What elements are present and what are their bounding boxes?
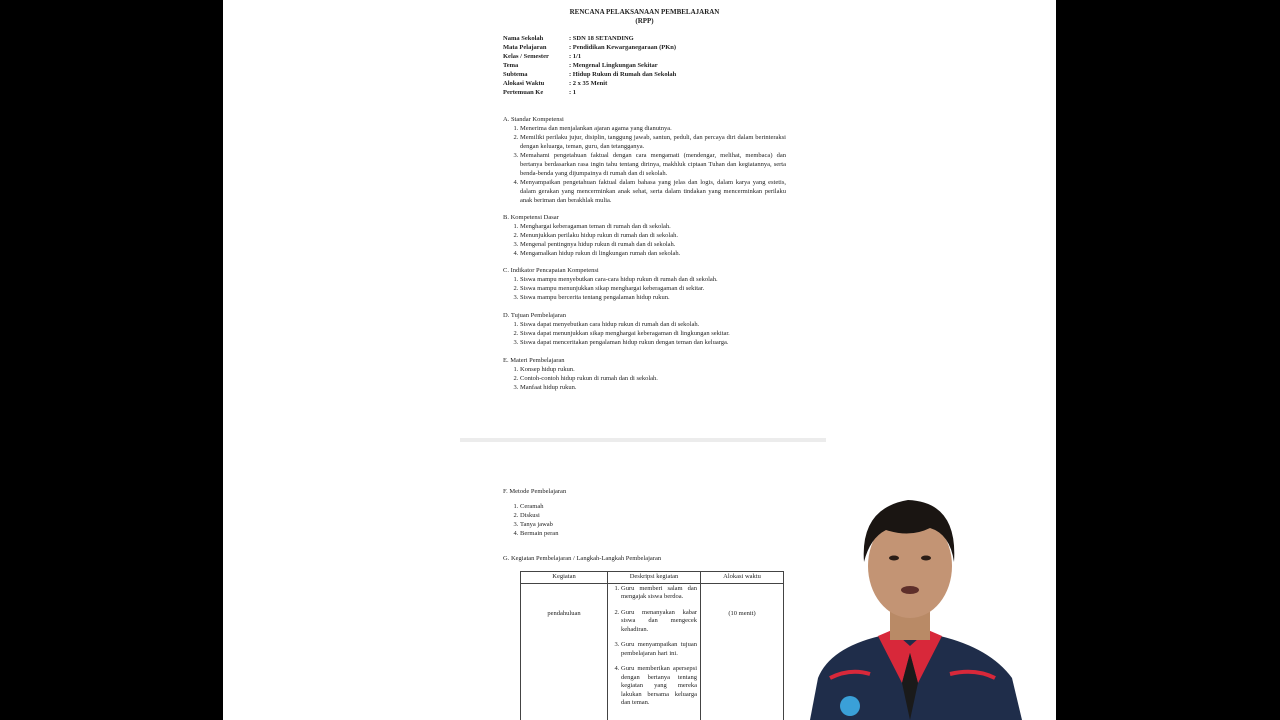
identity-key: Subtema <box>503 71 528 78</box>
identity-value: : Hidup Rukun di Rumah dan Sekolah <box>569 71 677 78</box>
section-list <box>503 320 786 347</box>
identity-value: : Pendidikan Kewarganegaraan (PKn) <box>569 44 677 51</box>
list-item: 2. Memiliki perilaku jujur, disiplin, tanggung jawab, santun, peduli, dan percaya diri dalam berinteraksi dengan keluarga, teman, guru, dan tetangganya. <box>520 133 786 151</box>
identity-value: : 1/1 <box>569 53 582 60</box>
page-break <box>460 438 826 442</box>
identity-table <box>503 34 676 97</box>
identity-key: Tema <box>503 62 519 69</box>
section-heading: C. Indikator Pencapaian Kompetensi <box>503 267 599 274</box>
identity-row <box>503 43 676 52</box>
list-item: 1. Konsep hidup rukun. <box>520 365 786 374</box>
list-item: 2. Menunjukkan perilaku hidup rukun di rumah dan di sekolah. <box>520 231 786 240</box>
table-header: Kegiatan <box>521 572 608 584</box>
section-heading: D. Tujuan Pembelajaran <box>503 312 567 319</box>
identity-key: Pertemuan Ke <box>503 89 544 96</box>
list-item: 2. Contoh-contoh hidup rukun di rumah dan di sekolah. <box>520 374 786 383</box>
table-header: Alokasi waktu <box>701 572 784 584</box>
activity-table <box>520 571 784 720</box>
list-item: 1. Siswa mampu menyebutkan cara-cara hidup rukun di rumah dan di sekolah. <box>520 275 786 284</box>
list-item: 3. Siswa mampu bercerita tentang pengalaman hidup rukun. <box>520 293 786 302</box>
identity-key: Nama Sekolah <box>503 35 544 42</box>
section-heading: G. Kegiatan Pembelajaran / Langkah-Langkah Pembelajaran <box>503 555 662 562</box>
identity-value: : 2 x 35 Menit <box>569 80 608 87</box>
section-list <box>503 124 786 205</box>
list-item: 2. Siswa dapat menunjukkan sikap menghargai keberagaman di lingkungan sekitar. <box>520 329 786 338</box>
list-item: 1. Menerima dan menjalankan ajaran agama yang dianutnya. <box>520 124 786 133</box>
list-item: 2. Guru menanyakan kabar siswa dan mengecek kehadiran. <box>621 609 697 635</box>
section-kegiatan <box>503 554 786 563</box>
activity-name: pendahuluan <box>521 583 608 720</box>
list-item: 3. Manfaat hidup rukun. <box>520 383 786 392</box>
list-item: 4. Mengamalkan hidup rukun di lingkungan rumah dan sekolah. <box>520 249 786 258</box>
identity-row <box>503 34 676 43</box>
identity-row <box>503 52 676 61</box>
section-list <box>503 275 786 302</box>
list-item: 4. Menyampaikan pengetahuan faktual dalam bahasa yang jelas dan logis, dalam karya yang estetis, dalam gerakan yang mencerminkan anak sehat, serta dalam tindakan yang mencerminkan perilaku anak beriman dan berakhlak mulia. <box>520 178 786 205</box>
list-item: 3. Siswa dapat menceritakan pengalaman hidup rukun dengan teman dan keluarga. <box>520 338 786 347</box>
list-item: 3. Mengenal pentingnya hidup rukun di rumah dan di sekolah. <box>520 240 786 249</box>
table-row <box>521 583 784 720</box>
list-item: 3. Tanya jawab <box>520 520 786 529</box>
identity-value: : 1 <box>569 89 577 96</box>
section-standar-kompetensi <box>503 115 786 205</box>
identity-row <box>503 61 676 70</box>
section-indikator <box>503 266 786 302</box>
list-item: 4. Guru memberikan apersepsi dengan bertanya tentang kegiatan yang mereka lakukan bersama keluarga dan teman. <box>621 665 697 708</box>
list-item: 3. Memahami pengetahuan faktual dengan cara mengamati (mendengar, melihat, membaca) dan bertanya berdasarkan rasa ingin tahu tentang dirinya, makhluk ciptaan Tuhan dan kegiatannya, serta benda-benda yang dijumpainya di rumah dan di sekolah. <box>520 151 786 178</box>
identity-row <box>503 88 676 97</box>
doc-title-line1: RENCANA PELAKSANAAN PEMBELAJARAN <box>569 8 720 16</box>
section-list <box>503 365 786 392</box>
section-heading: B. Kompetensi Dasar <box>503 214 559 221</box>
section-list <box>503 502 786 538</box>
list-item: 1. Menghargai keberagaman teman di rumah dan di sekolah. <box>520 222 786 231</box>
identity-value: : SDN 18 SETANDING <box>569 35 634 42</box>
section-heading: E. Materi Pembelajaran <box>503 357 565 364</box>
steps-list <box>611 585 697 708</box>
list-item: 1. Guru memberi salam dan mengajak siswa berdoa. <box>621 585 697 602</box>
list-item: 2. Siswa mampu menunjukkan sikap menghargai keberagaman di sekitar. <box>520 284 786 293</box>
identity-value: : Mengenal Lingkungan Sekitar <box>569 62 658 69</box>
section-metode <box>503 487 786 538</box>
activity-steps <box>608 583 701 720</box>
table-header: Deskripsi kegiatan <box>608 572 701 584</box>
activity-time: (10 menit) <box>701 583 784 720</box>
list-item: 4. Bermain peran <box>520 529 786 538</box>
presenter-video-overlay <box>790 478 1030 720</box>
list-item: 1. Ceramah <box>520 502 786 511</box>
list-item: 3. Guru menyampaikan tujuan pembelajaran hari ini. <box>621 641 697 658</box>
identity-key: Kelas / Semester <box>503 53 549 60</box>
list-item: 1. Siswa dapat menyebutkan cara hidup rukun di rumah dan di sekolah. <box>520 320 786 329</box>
table-header-row <box>521 572 784 584</box>
identity-key: Alokasi Waktu <box>503 80 545 87</box>
section-materi <box>503 356 786 392</box>
doc-title <box>503 8 786 26</box>
section-kompetensi-dasar <box>503 213 786 258</box>
section-tujuan <box>503 311 786 347</box>
identity-row <box>503 70 676 79</box>
doc-title-line2: (RPP) <box>635 17 654 25</box>
section-heading: F. Metode Pembelajaran <box>503 488 567 495</box>
identity-row <box>503 79 676 88</box>
section-heading: A. Standar Kompetensi <box>503 116 564 123</box>
list-item: 2. Diskusi <box>520 511 786 520</box>
identity-key: Mata Pelajaran <box>503 44 547 51</box>
section-list <box>503 222 786 258</box>
